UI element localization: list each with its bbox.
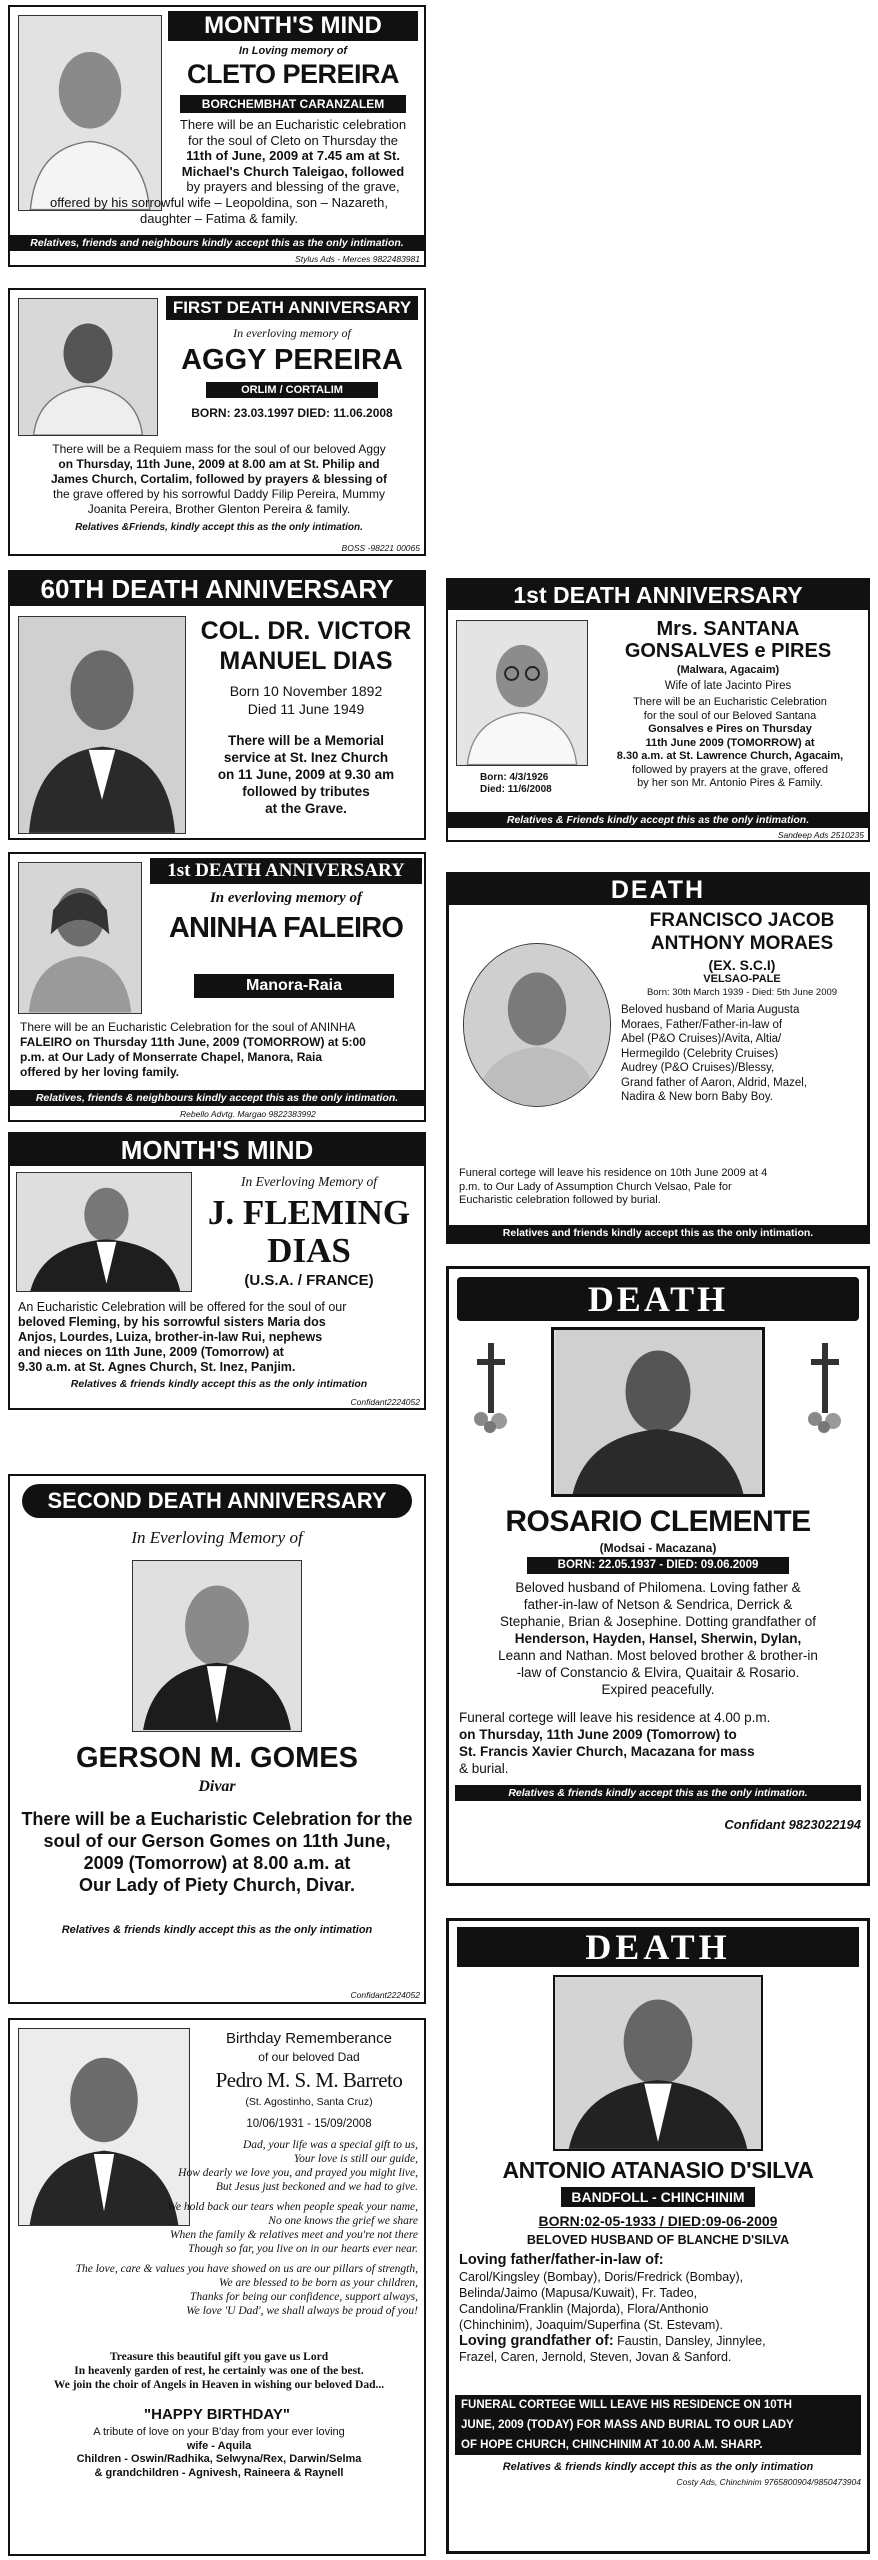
footer-band: Relatives, friends and neighbours kindly accept this as the only intimation. bbox=[10, 235, 424, 251]
notice-text bbox=[16, 1808, 418, 1896]
text-line: Belinda/Jaimo (Mapusa/Kuwait), Fr. Tadeo, bbox=[459, 2286, 698, 2300]
footer-band: Relatives & Friends kindly accept this as the only intimation. bbox=[448, 812, 868, 828]
funeral-text bbox=[459, 1709, 861, 1777]
subheading-text: of our beloved Dad bbox=[258, 2050, 360, 2064]
name-line: Mrs. SANTANA bbox=[656, 618, 800, 640]
portrait-photo bbox=[132, 1560, 302, 1732]
heading-text: Birthday Rememberance bbox=[226, 2030, 392, 2047]
ad-credit: Confidant2224052 bbox=[350, 1397, 420, 1407]
text-line: -law of Constancio & Elvira, Quaitair & Rosario. bbox=[516, 1665, 800, 1680]
ad-credit: Confidant2224052 bbox=[350, 1990, 420, 2000]
text-line: beloved Fleming, by his sorrowful sisters Maria dos bbox=[18, 1315, 326, 1329]
text-line: Beloved husband of Maria Augusta bbox=[621, 1004, 800, 1016]
place-band: Manora-Raia bbox=[194, 974, 394, 998]
text-line: The love, care & values you have showed on us are our pillars of strength, bbox=[75, 2263, 418, 2275]
happy-birthday-text: "HAPPY BIRTHDAY" bbox=[144, 2406, 290, 2423]
text-line: No one knows the grief we share bbox=[268, 2215, 418, 2227]
heading-band: DEATH bbox=[457, 1277, 859, 1321]
name-line: FRANCISCO JACOB bbox=[649, 910, 835, 931]
portrait-icon bbox=[19, 617, 185, 833]
text-line: 9.30 a.m. at St. Agnes Church, St. Inez, Panjim. bbox=[18, 1360, 296, 1374]
portrait-icon bbox=[133, 1561, 301, 1731]
text-line: Gonsalves e Pires on Thursday bbox=[648, 723, 812, 735]
text-line: on 11 June, 2009 at 9.30 am bbox=[217, 767, 395, 782]
text-line: 11th June 2009 (TOMORROW) at bbox=[645, 736, 815, 749]
text-line: OF HOPE CHURCH, CHINCHINIM AT 10.00 A.M. SHARP. bbox=[461, 2439, 763, 2451]
funeral-band bbox=[455, 2395, 861, 2455]
portrait-icon bbox=[464, 944, 610, 1106]
text-line: How dearly we love you, and prayed you might live, bbox=[178, 2167, 418, 2179]
text-line: p.m. to Our Lady of Assumption Church Velsao, Pale for bbox=[459, 1180, 732, 1193]
deceased-name bbox=[592, 618, 864, 662]
deceased-name: ANTONIO ATANASIO D'SILVA bbox=[502, 2157, 814, 2183]
text-line: St. Francis Xavier Church, Macazana for mass bbox=[459, 1744, 755, 1759]
text-line: Joanita Pereira, Brother Glenton Pereira & family. bbox=[87, 502, 351, 516]
cross-right-icon bbox=[805, 1343, 845, 1433]
place-text: (St. Agostinho, Santa Cruz) bbox=[245, 2096, 373, 2108]
text-line: There will be a Memorial bbox=[227, 733, 385, 748]
portrait-icon bbox=[19, 299, 157, 435]
text-line: Your love is still our guide, bbox=[293, 2153, 418, 2165]
portrait-photo bbox=[18, 298, 158, 436]
obituary-ad-aggy-pereira bbox=[8, 288, 426, 556]
intro-text: In everloving memory of bbox=[233, 326, 351, 340]
place-text: (Malwara, Agacaim) bbox=[676, 664, 780, 676]
text-line: Faustin, Dansley, Jinnylee, bbox=[617, 2334, 766, 2348]
text-line: Abel (P&O Cruises)/Avita, Altia/ bbox=[621, 1033, 782, 1045]
text-line: Thanks for being our confidence, support always, bbox=[189, 2291, 418, 2303]
heading-band: MONTH'S MIND bbox=[168, 11, 418, 41]
text-line: 8.30 a.m. at St. Lawrence Church, Agacaim, bbox=[616, 750, 844, 762]
dates-text: Born: 30th March 1939 - Died: 5th June 2009 bbox=[646, 987, 838, 998]
intro-text: In Everloving Memory of bbox=[131, 1528, 303, 1547]
text-line: Funeral cortege will leave his residence on 10th June 2009 at 4 bbox=[459, 1167, 768, 1179]
footer-text: Relatives & friends kindly accept this as the only intimation bbox=[61, 1924, 373, 1936]
funeral-text bbox=[459, 1167, 863, 1208]
text-line: Loving father/father-in-law of: bbox=[459, 2252, 664, 2268]
text-line: Our Lady of Piety Church, Divar. bbox=[78, 1875, 356, 1895]
ad-credit: Stylus Ads - Merces 9822483981 bbox=[295, 254, 420, 264]
deceased-name: ROSARIO CLEMENTE bbox=[505, 1505, 811, 1538]
wife-of-text: Wife of late Jacinto Pires bbox=[664, 680, 792, 692]
text-line: Though so far, you live on in our hearts ever near. bbox=[188, 2243, 418, 2255]
text-line: & burial. bbox=[459, 1761, 509, 1776]
heading-band: 1st DEATH ANNIVERSARY bbox=[448, 580, 868, 610]
text-line: A tribute of love on your B'day from your ever loving bbox=[93, 2426, 345, 2438]
deceased-name bbox=[192, 616, 420, 676]
portrait-photo bbox=[463, 943, 611, 1107]
text-line: There will be an Eucharistic celebration bbox=[179, 117, 407, 132]
text-line: Nadira & New born Baby Boy. bbox=[621, 1091, 773, 1103]
obituary-ad-santana-gonsalves-pires bbox=[446, 578, 870, 842]
text-line: Hermegildo (Celebrity Cruises) bbox=[621, 1047, 779, 1060]
text-line: Stephanie, Brian & Josephine. Dotting grandfather of bbox=[500, 1614, 816, 1629]
portrait-icon bbox=[19, 863, 141, 1013]
text-line: the grave offered by his sorrowful Daddy Filip Pereira, Mummy bbox=[53, 487, 385, 501]
footer-text: Relatives &Friends, kindly accept this as the only intimation. bbox=[75, 522, 363, 533]
text-line: There will be a Eucharistic Celebration for the bbox=[21, 1809, 413, 1829]
text-line: followed by tributes bbox=[242, 784, 370, 799]
name-line: ANTHONY MORAES bbox=[650, 933, 834, 954]
place-text: (Modsai - Macazana) bbox=[599, 1541, 717, 1555]
text-line: We join the choir of Angels in Heaven in wishing our beloved Dad... bbox=[53, 2379, 385, 2391]
dates-text bbox=[192, 682, 420, 718]
deceased-name: ANINHA FALEIRO bbox=[168, 912, 404, 944]
ad-credit: Costy Ads, Chinchinim 9765800904/9850473904 bbox=[676, 2477, 861, 2487]
born-line: Born: 4/3/1926 bbox=[480, 772, 549, 783]
notice-text bbox=[20, 1020, 420, 1080]
text-line: There will be an Eucharistic Celebration bbox=[633, 696, 827, 708]
text-line: by her son Mr. Antonio Pires & Family. bbox=[637, 777, 823, 789]
died-line: Died: 11/6/2008 bbox=[480, 784, 552, 795]
heading-band: SECOND DEATH ANNIVERSARY bbox=[22, 1484, 412, 1518]
heading-band: 1st DEATH ANNIVERSARY bbox=[150, 858, 422, 884]
deceased-name: AGGY PEREIRA bbox=[181, 344, 403, 376]
text-line: Beloved husband of Philomena. Loving father & bbox=[515, 1580, 801, 1595]
obituary-ad-cleto-pereira bbox=[8, 5, 426, 267]
obituary-ad-francisco-moraes bbox=[446, 872, 870, 1244]
deceased-name: CLETO PEREIRA bbox=[186, 59, 400, 89]
ad-credit: BOSS -98221 00065 bbox=[341, 543, 420, 553]
text-line: 11th of June, 2009 at 7.45 am at St. bbox=[186, 148, 400, 163]
portrait-photo bbox=[18, 15, 162, 211]
deceased-name bbox=[617, 909, 867, 955]
portrait-icon bbox=[554, 1330, 762, 1494]
text-line: Candolina/Franklin (Majorda), Flora/Anthonio bbox=[459, 2302, 709, 2316]
text-line: FALEIRO on Thursday 11th June, 2009 (TOMORROW) at 5:00 bbox=[20, 1035, 366, 1049]
dates-text: BORN: 23.03.1997 DIED: 11.06.2008 bbox=[191, 406, 393, 420]
text-line: soul of our Gerson Gomes on 11th June, bbox=[43, 1831, 391, 1851]
text-line: Leann and Nathan. Most beloved brother & brother-in bbox=[498, 1648, 818, 1663]
text-line: Moraes, Father/Father-in-law of bbox=[621, 1018, 783, 1031]
footer-band: Relatives, friends & neighbours kindly accept this as the only intimation. bbox=[10, 1090, 424, 1106]
text-line: for the soul of Cleto on Thursday the bbox=[187, 132, 399, 148]
text-line: offered by his sorrowful wife – Leopoldina, son – Nazareth, bbox=[50, 195, 388, 210]
place-text: Divar bbox=[198, 1778, 236, 1795]
poem-text bbox=[20, 2138, 418, 2318]
text-line: p.m. at Our Lady of Monserrate Chapel, Manora, Raia bbox=[20, 1050, 323, 1064]
notice-text bbox=[160, 117, 426, 195]
text-line: (Chinchinim), Joaquim/Superfina (St. Estevam). bbox=[459, 2318, 723, 2332]
intro-text: In Everloving Memory of bbox=[240, 1174, 378, 1189]
heading-band: MONTH'S MIND bbox=[10, 1134, 424, 1166]
text-line: by prayers and blessing of the grave, bbox=[186, 179, 400, 194]
birthday-remembrance-pedro-barreto bbox=[8, 2018, 426, 2556]
deceased-name bbox=[196, 1194, 422, 1270]
footer-band: Relatives & friends kindly accept this as the only intimation. bbox=[455, 1785, 861, 1801]
text-line: Anjos, Lourdes, Luiza, brother-in-law Rui, nephews bbox=[18, 1330, 323, 1344]
text-line: Treasure this beautiful gift you gave us Lord bbox=[109, 2351, 329, 2363]
footer-text: Relatives & friends kindly accept this as the only intimation bbox=[70, 1378, 368, 1390]
intro-text: In everloving memory of bbox=[209, 890, 363, 906]
text-line: But Jesus just beckoned and we had to give. bbox=[215, 2181, 418, 2193]
text-line: Loving grandfather of: bbox=[459, 2333, 614, 2349]
died-line: Died 11 June 1949 bbox=[247, 701, 365, 717]
heading-band: DEATH bbox=[449, 875, 867, 905]
text-line: Audrey (P&O Cruises)/Blessy, bbox=[621, 1062, 775, 1074]
place-text: (U.S.A. / FRANCE) bbox=[244, 1272, 374, 1289]
text-line: Expired peacefully. bbox=[601, 1682, 715, 1697]
obituary-ad-antonio-dsilva bbox=[446, 1918, 870, 2554]
name-line: GONSALVES e PIRES bbox=[624, 640, 832, 662]
notice-text bbox=[192, 732, 420, 817]
text-line: offered by her loving family. bbox=[20, 1065, 180, 1079]
text-line: We love 'U Dad', we shall always be proud of you! bbox=[186, 2305, 418, 2317]
notice-text bbox=[18, 1300, 420, 1375]
portrait-photo bbox=[551, 1327, 765, 1497]
notice-text-wide bbox=[14, 195, 424, 226]
text-line: Eucharistic celebration followed by burial. bbox=[459, 1194, 661, 1206]
dates-text: BORN:02-05-1933 / DIED:09-06-2009 bbox=[538, 2213, 778, 2229]
heading-band: DEATH bbox=[457, 1927, 859, 1967]
footer-band: Relatives and friends kindly accept this as the only intimation. bbox=[449, 1225, 867, 1241]
born-died bbox=[456, 772, 588, 796]
text-line: & grandchildren - Agnivesh, Raineera & Raynell bbox=[94, 2466, 344, 2479]
heading-band: 60TH DEATH ANNIVERSARY bbox=[10, 572, 424, 606]
obituary-ad-rosario-clemente bbox=[446, 1266, 870, 1886]
text-line: service at St. Inez Church bbox=[223, 750, 389, 765]
text-line: Children - Oswin/Radhika, Selwyna/Rex, Darwin/Selma bbox=[76, 2453, 362, 2465]
portrait-icon bbox=[555, 1977, 761, 2149]
obituary-ad-victor-manuel-dias bbox=[8, 570, 426, 840]
text-line: for the soul of our Beloved Santana bbox=[643, 709, 817, 722]
place-band: ORLIM / CORTALIM bbox=[206, 382, 378, 398]
portrait-icon bbox=[17, 1173, 191, 1291]
ad-credit: Confidant 9823022194 bbox=[724, 1817, 861, 1832]
dates-text: 10/06/1931 - 15/09/2008 bbox=[246, 2118, 372, 2130]
name-line: MANUEL DIAS bbox=[219, 647, 393, 675]
text-line: In heavenly garden of rest, he certainly was one of the best. bbox=[74, 2365, 364, 2377]
text-line: Michael's Church Taleigao, followed bbox=[181, 163, 405, 179]
text-line: We hold back our tears when people speak your name, bbox=[167, 2201, 418, 2213]
family-text bbox=[459, 2251, 863, 2365]
text-line: on Thursday, 11th June 2009 (Tomorrow) to bbox=[459, 1727, 737, 1742]
footer-text: Relatives & friends kindly accept this as the only intimation bbox=[502, 2461, 814, 2473]
text-line: Funeral cortege will leave his residence at 4.00 p.m. bbox=[459, 1710, 771, 1725]
notice-text bbox=[621, 1003, 865, 1105]
ad-credit: Sandeep Ads 2510235 bbox=[777, 830, 864, 840]
name-line: DIAS bbox=[267, 1231, 351, 1270]
text-line: daughter – Fatima & family. bbox=[140, 210, 298, 226]
text-line: Henderson, Hayden, Hansel, Sherwin, Dylan, bbox=[514, 1631, 802, 1646]
portrait-photo bbox=[18, 616, 186, 834]
text-line: Carol/Kingsley (Bombay), Doris/Fredrick (Bombay), bbox=[459, 2270, 744, 2284]
text-line: wife - Aquila bbox=[186, 2439, 252, 2452]
obituary-ad-gerson-gomes bbox=[8, 1474, 426, 2004]
deceased-name: GERSON M. GOMES bbox=[76, 1742, 358, 1774]
text-line: There will be a Requiem mass for the soul of our beloved Aggy bbox=[52, 442, 386, 456]
place-band: BORCHEMBHAT CARANZALEM bbox=[180, 95, 406, 113]
name-line: COL. DR. VICTOR bbox=[200, 617, 412, 645]
notice-text bbox=[592, 696, 868, 791]
deceased-name: Pedro M. S. M. Barreto bbox=[215, 2068, 403, 2092]
notice-text bbox=[455, 1579, 861, 1698]
tribute-text bbox=[14, 2350, 424, 2392]
portrait-icon bbox=[19, 16, 161, 210]
rank-text: (EX. S.C.I) bbox=[708, 957, 776, 973]
intro-text: In Loving memory of bbox=[238, 45, 348, 57]
portrait-photo bbox=[456, 620, 588, 766]
text-line: Frazel, Caren, Jernold, Steven, Jovan & Sanford. bbox=[459, 2350, 732, 2364]
text-line: James Church, Cortalim, followed by prayers & blessing of bbox=[50, 472, 388, 486]
text-line: followed by prayers at the grave, offered bbox=[631, 763, 829, 776]
text-line: Dad, your life was a special gift to us, bbox=[242, 2139, 418, 2151]
text-line: JUNE, 2009 (TODAY) FOR MASS AND BURIAL TO OUR LADY bbox=[461, 2419, 794, 2431]
portrait-icon bbox=[457, 621, 587, 765]
text-line: father-in-law of Netson & Sendrica, Derrick & bbox=[523, 1597, 793, 1612]
portrait-photo bbox=[553, 1975, 763, 2151]
obituary-ad-aninha-faleiro bbox=[8, 852, 426, 1122]
place-text: VELSAO-PALE bbox=[703, 973, 781, 985]
text-line: on Thursday, 11th June, 2009 at 8.00 am at St. Philip and bbox=[58, 457, 380, 471]
text-line: 2009 (Tomorrow) at 8.00 a.m. at bbox=[83, 1853, 351, 1873]
portrait-photo bbox=[18, 862, 142, 1014]
text-line: We are blessed to be born as your children, bbox=[219, 2277, 418, 2289]
text-line: and nieces on 11th June, 2009 (Tomorrow) at bbox=[18, 1345, 284, 1359]
text-line: FUNERAL CORTEGE WILL LEAVE HIS RESIDENCE ON 10TH bbox=[461, 2399, 792, 2411]
ad-credit: Rebello Advtg. Margao 9822383992 bbox=[180, 1109, 316, 1119]
cross-left-icon bbox=[471, 1343, 511, 1433]
notice-text bbox=[14, 442, 424, 517]
obituary-ad-fleming-dias bbox=[8, 1132, 426, 1410]
text-line: When the family & relatives meet and you're not there bbox=[169, 2229, 418, 2241]
text-line: at the Grave. bbox=[265, 801, 347, 816]
text-line: There will be an Eucharistic Celebration for the soul of ANINHA bbox=[20, 1020, 356, 1034]
name-line: J. FLEMING bbox=[207, 1193, 411, 1232]
portrait-photo bbox=[16, 1172, 192, 1292]
born-line: Born 10 November 1892 bbox=[229, 683, 383, 699]
dates-band: BORN: 22.05.1937 - DIED: 09.06.2009 bbox=[527, 1557, 789, 1574]
place-band: BANDFOLL - CHINCHINIM bbox=[561, 2187, 755, 2207]
text-line: An Eucharistic Celebration will be offered for the soul of our bbox=[18, 1300, 347, 1314]
family-text bbox=[14, 2426, 424, 2480]
husband-text: BELOVED HUSBAND OF BLANCHE D'SILVA bbox=[526, 2233, 790, 2247]
text-line: Grand father of Aaron, Aldrid, Mazel, bbox=[621, 1076, 808, 1089]
heading-band: FIRST DEATH ANNIVERSARY bbox=[166, 296, 418, 320]
